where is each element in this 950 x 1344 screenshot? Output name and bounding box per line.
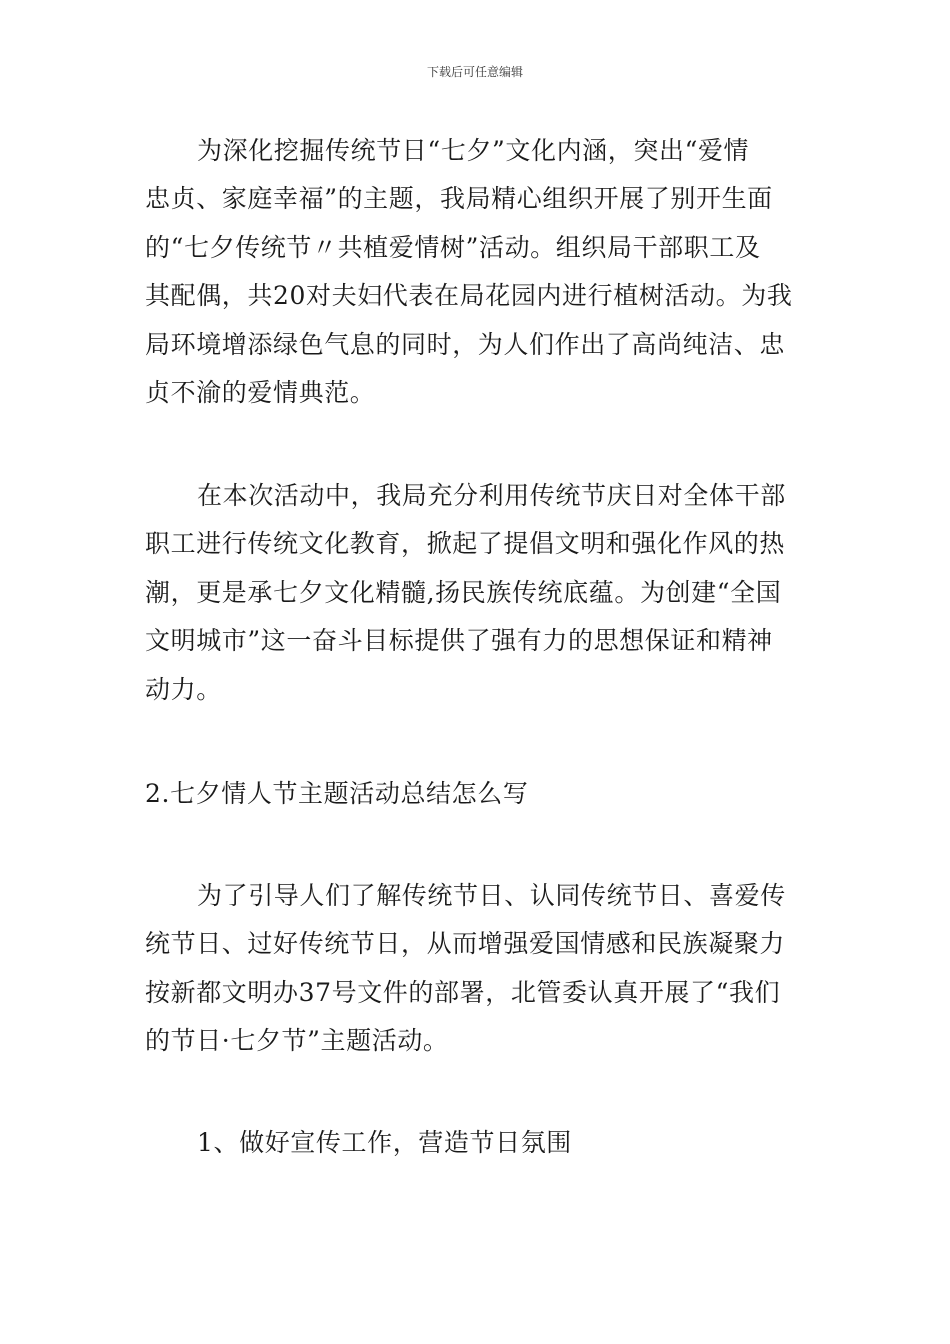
- paragraph-line: 贞不渝的爱情典范。: [145, 378, 376, 408]
- page-header-note: 下载后可任意编辑: [426, 65, 523, 79]
- paragraph-guidance: [145, 872, 810, 1066]
- paragraph-line: 统节日、过好传统节日，从而增强爱国情感和民族凝聚力: [145, 929, 786, 959]
- subsection-heading-text: 1、做好宣传工作，营造节日氛围: [197, 1128, 572, 1157]
- paragraph-line: 的节日·七夕节”主题活动。: [145, 1026, 449, 1056]
- paragraph-line: 按新都文明办37号文件的部署，北管委认真开展了“我们: [145, 977, 781, 1007]
- paragraph-activity-effect: [145, 472, 810, 714]
- subsection-heading-publicity: [145, 1119, 810, 1167]
- paragraph-qixi-intro: [145, 127, 810, 417]
- paragraph-line: 潮，更是承七夕文化精髓,扬民族传统底蕴。为创建“全国: [145, 577, 782, 607]
- paragraph-line: 其配偶，共20对夫妇代表在局花园内进行植树活动。为我: [145, 281, 793, 311]
- section-heading-summary: [145, 770, 810, 818]
- paragraph-line: 为了引导人们了解传统节日、认同传统节日、喜爱传: [197, 881, 786, 910]
- paragraph-line: 动力。: [145, 674, 222, 704]
- paragraph-line: 局环境增添绿色气息的同时，为人们作出了高尚纯洁、忠: [145, 329, 786, 359]
- paragraph-line: 为深化挖掘传统节日“七夕”文化内涵，突出“爱情: [197, 136, 750, 165]
- paragraph-line: 文明城市”这一奋斗目标提供了强有力的思想保证和精神: [145, 626, 773, 656]
- paragraph-line: 职工进行传统文化教育，掀起了提倡文明和强化作风的热: [145, 529, 786, 559]
- paragraph-line: 忠贞、家庭幸福”的主题，我局精心组织开展了别开生面: [145, 184, 773, 214]
- paragraph-line: 的“七夕传统节〃共植爱情树”活动。组织局干部职工及: [145, 232, 761, 262]
- paragraph-line: 在本次活动中，我局充分利用传统节庆日对全体干部: [197, 481, 786, 510]
- section-heading-text: 2.七夕情人节主题活动总结怎么写: [145, 779, 529, 808]
